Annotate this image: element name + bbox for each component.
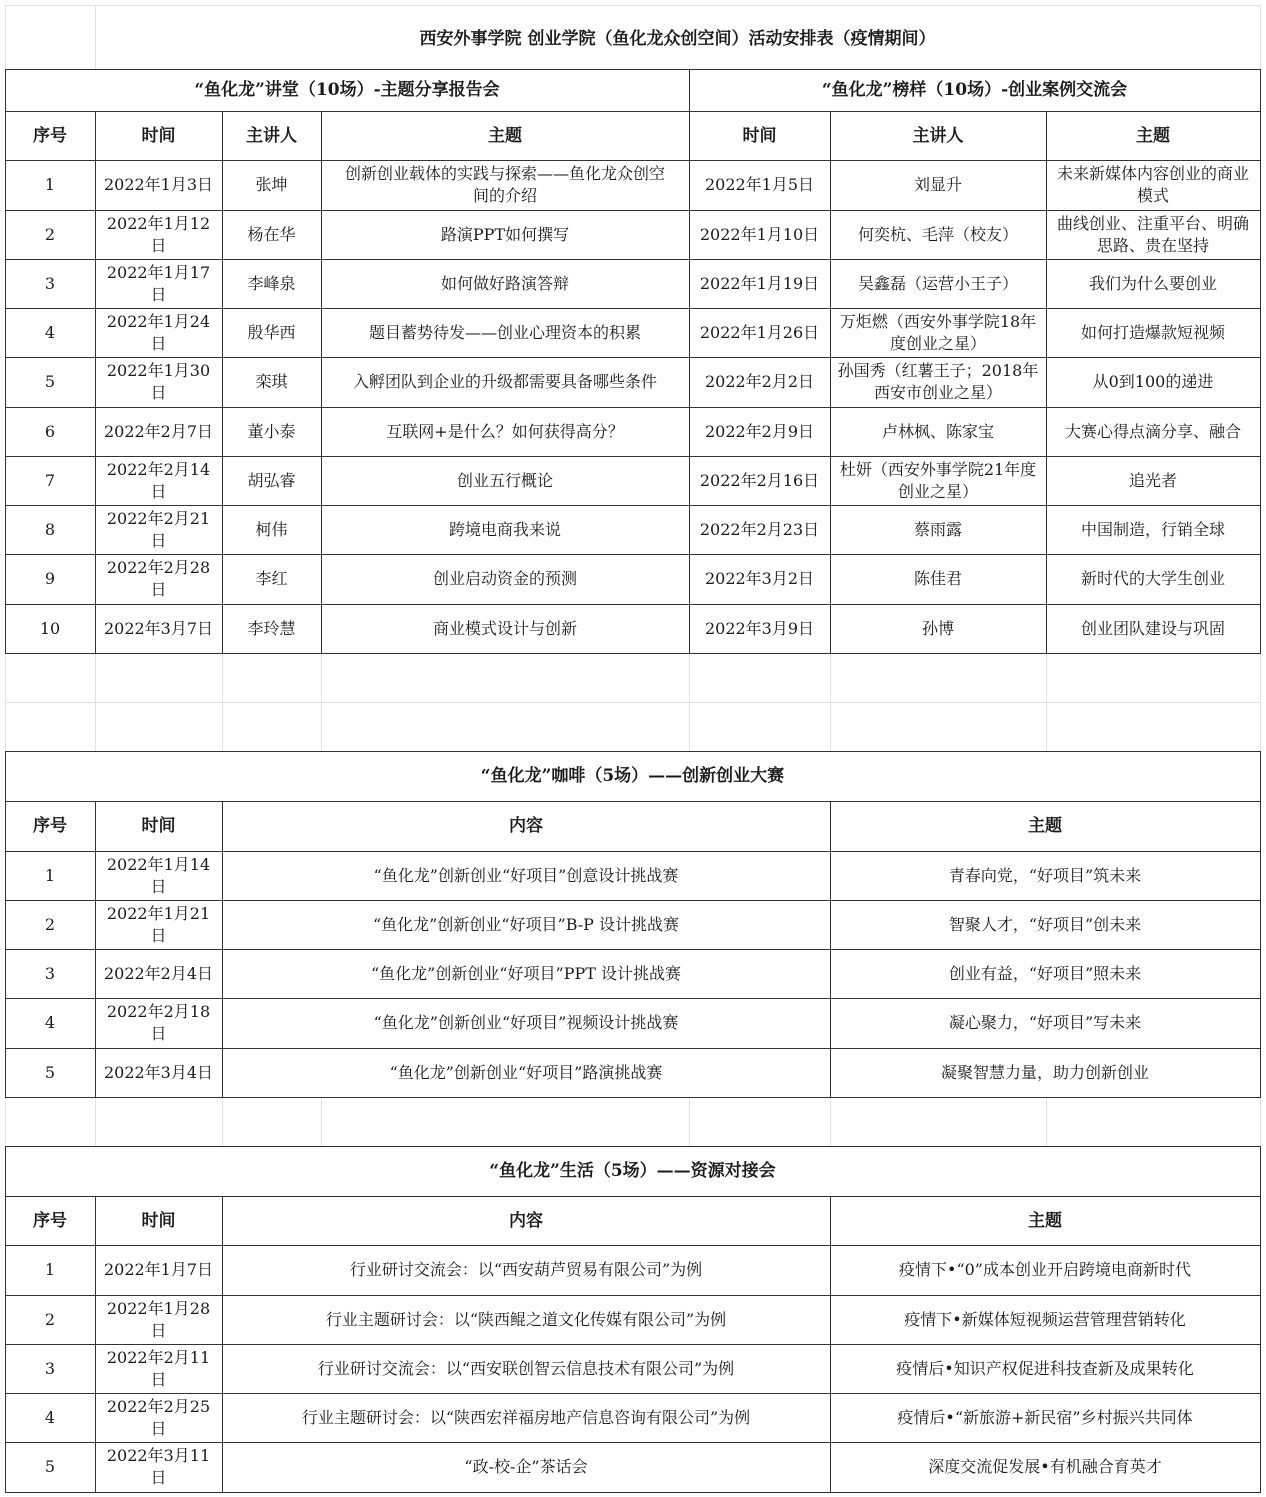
row-topic: 创业有益，“好项目”照未来 [948,963,1142,983]
row-speaker: 李玲慧 [247,618,296,638]
row-content: 行业研讨交流会：以“西安联创智云信息技术有限公司”为例 [317,1358,735,1378]
row-no: 2 [44,224,56,244]
row-topic: 青春向党，“好项目”筑未来 [948,865,1142,885]
row-no: 1 [44,175,56,194]
coffee-col-content: 内容 [509,816,543,836]
model-row-topic: 创业团队建设与巩固 [1080,618,1225,638]
row-no: 6 [44,421,56,441]
coffee-col-topic: 主题 [1028,816,1062,836]
row-topic: 创新创业载体的实践与探索——鱼化龙众创空间的介绍 [344,164,665,205]
row-speaker: 李峰泉 [247,273,296,293]
model-row-speaker: 吴鑫磊（运营小王子） [857,273,1018,293]
row-date: 2022年2月4日 [103,963,214,983]
model-row-topic: 新时代的大学生创业 [1080,569,1225,588]
row-content: 行业主题研讨会：以“陕西宏祥福房地产信息咨询有限公司”为例 [301,1407,751,1427]
life-section-header: “鱼化龙”生活（5场）——资源对接会 [489,1161,776,1181]
model-row-speaker: 卢林枫、陈家宝 [881,421,994,441]
model-section-header: “鱼化龙”榜样（10场）-创业案例交流会 [821,80,1128,100]
lecture-col-no: 序号 [33,125,67,146]
row-date: 2022年1月30日 [106,361,211,402]
row-speaker: 杨在华 [247,224,296,244]
row-topic: 凝聚智慧力量，助力创新创业 [940,1062,1149,1082]
row-speaker: 董小泰 [247,421,296,441]
row-topic: 跨境电商我来说 [448,519,561,539]
row-content: “鱼化龙”创新创业“好项目”创意设计挑战赛 [373,865,679,885]
lecture-section-header: “鱼化龙”讲堂（10场）-主题分享报告会 [194,80,500,100]
row-topic: 商业模式设计与创新 [432,618,577,638]
row-no: 5 [44,372,56,391]
coffee-section-header: “鱼化龙”咖啡（5场）——创新创业大赛 [480,766,785,786]
row-speaker: 栾琪 [255,372,288,391]
row-speaker: 柯伟 [255,519,288,539]
row-date: 2022年2月25日 [106,1396,211,1438]
model-row-date: 2022年1月26日 [699,322,820,342]
row-date: 2022年2月28日 [106,558,211,599]
row-date: 2022年1月7日 [103,1260,214,1279]
row-date: 2022年2月14日 [106,459,211,501]
row-date: 2022年1月17日 [106,262,211,304]
model-row-topic: 中国制造，行销全球 [1080,519,1225,539]
row-no: 5 [44,1457,56,1476]
row-no: 8 [44,519,56,539]
model-row-speaker: 杜妍（西安外事学院21年度创业之星） [839,459,1037,501]
row-topic: 入孵团队到企业的升级都需要具备哪些条件 [352,372,657,391]
model-row-date: 2022年2月23日 [699,519,820,539]
model-row-speaker: 刘显升 [913,175,962,194]
model-row-speaker: 陈佳君 [913,569,962,588]
row-no: 4 [44,322,56,342]
row-content: 行业研讨交流会：以“西安葫芦贸易有限公司”为例 [349,1260,703,1279]
row-topic: 疫情后•知识产权促进科技查新及成果转化 [896,1358,1194,1378]
row-no: 2 [44,1309,56,1329]
row-content: 行业主题研讨会：以“陕西鲲之道文化传媒有限公司”为例 [325,1309,727,1329]
row-date: 2022年1月24日 [106,311,211,353]
row-topic: 创业五行概论 [456,470,553,490]
row-no: 1 [44,865,56,885]
model-row-topic: 从0到100的递进 [1092,372,1214,391]
row-no: 2 [44,914,56,934]
model-row-topic: 我们为什么要创业 [1088,273,1217,293]
lecture-col-topic: 主题 [488,125,522,146]
model-row-speaker: 孙国秀（红薯王子；2018年西安市创业之星） [837,361,1039,402]
sheet-title: 西安外事学院 创业学院（鱼化龙众创空间）活动安排表（疫情期间） [419,29,936,49]
row-speaker: 胡弘睿 [247,470,296,490]
row-no: 4 [44,1407,56,1427]
model-row-topic: 未来新媒体内容创业的商业模式 [1056,164,1249,205]
row-content: “鱼化龙”创新创业“好项目”PPT 设计挑战赛 [370,963,681,983]
row-content: “政-校-企”茶话会 [464,1457,588,1476]
model-row-date: 2022年1月19日 [699,273,820,293]
row-date: 2022年1月28日 [106,1298,211,1340]
lecture-col-speaker: 主讲人 [246,125,297,146]
row-speaker: 李红 [255,569,288,588]
row-content: “鱼化龙”创新创业“好项目”B-P 设计挑战赛 [372,914,680,934]
row-date: 2022年3月4日 [103,1062,214,1082]
model-row-speaker: 万炬燃（西安外事学院18年度创业之星） [839,311,1037,353]
row-topic: 智聚人才，“好项目”创未来 [948,914,1142,934]
model-col-date: 时间 [742,125,777,146]
row-date: 2022年1月21日 [106,903,211,945]
row-topic: 疫情后•“新旅游+新民宿”乡村振兴共同体 [897,1407,1193,1427]
life-col-date: 时间 [141,1210,176,1231]
row-no: 5 [44,1062,56,1082]
row-topic: 凝心聚力，“好项目”写未来 [948,1013,1142,1032]
row-no: 4 [44,1013,56,1032]
row-topic: 如何做好路演答辩 [440,273,569,293]
row-speaker: 殷华西 [247,322,296,342]
row-date: 2022年3月11日 [106,1446,211,1487]
row-no: 3 [44,273,56,293]
model-row-date: 2022年1月10日 [699,224,820,244]
coffee-col-no: 序号 [33,816,67,836]
row-date: 2022年1月3日 [103,175,214,194]
row-date: 2022年2月7日 [103,421,214,441]
row-topic: 深度交流促发展•有机融合育英才 [928,1457,1162,1476]
row-topic: 创业启动资金的预测 [432,569,577,588]
row-date: 2022年2月18日 [106,1002,211,1043]
model-row-date: 2022年3月2日 [704,569,815,588]
row-topic: 互联网+是什么？如何获得高分？ [386,421,624,441]
coffee-col-date: 时间 [141,816,176,836]
row-no: 10 [39,618,61,638]
model-col-speaker: 主讲人 [912,125,964,146]
row-date: 2022年3月7日 [103,618,214,638]
row-no: 3 [44,1358,56,1378]
model-row-date: 2022年1月5日 [704,175,815,194]
life-col-no: 序号 [33,1210,67,1231]
model-col-topic: 主题 [1136,125,1170,146]
row-topic: 疫情下•“0”成本创业开启跨境电商新时代 [899,1260,1191,1279]
row-no: 3 [44,963,56,983]
model-row-speaker: 蔡雨露 [913,519,962,539]
row-content: “鱼化龙”创新创业“好项目”视频设计挑战赛 [373,1013,679,1032]
model-row-topic: 追光者 [1128,470,1177,490]
life-col-content: 内容 [509,1210,543,1231]
row-content: “鱼化龙”创新创业“好项目”路演挑战赛 [389,1062,663,1082]
row-date: 2022年1月14日 [106,854,211,896]
row-speaker: 张坤 [255,175,288,194]
model-row-topic: 如何打造爆款短视频 [1080,322,1225,342]
model-row-date: 2022年2月16日 [699,470,820,490]
lecture-col-date: 时间 [141,125,176,146]
model-row-topic: 大赛心得点滴分享、融合 [1064,421,1241,441]
row-date: 2022年2月11日 [106,1347,211,1389]
model-row-date: 2022年2月2日 [704,372,815,391]
row-topic: 路演PPT如何撰写 [440,224,570,244]
row-date: 2022年1月12日 [106,213,211,255]
model-row-speaker: 何奕杭、毛萍（校友） [857,224,1018,244]
life-col-topic: 主题 [1028,1210,1062,1231]
row-no: 7 [44,470,56,490]
row-date: 2022年2月21日 [106,508,211,550]
model-row-topic: 曲线创业、注重平台、明确思路、贵在坚持 [1056,213,1249,255]
model-row-speaker: 孙博 [921,618,954,638]
row-no: 9 [44,569,56,588]
model-row-date: 2022年3月9日 [704,618,815,638]
row-topic: 题目蓄势待发——创业心理资本的积累 [368,322,641,342]
row-topic: 疫情下•新媒体短视频运营管理营销转化 [904,1309,1186,1329]
model-row-date: 2022年2月9日 [704,421,815,441]
row-no: 1 [44,1260,56,1279]
